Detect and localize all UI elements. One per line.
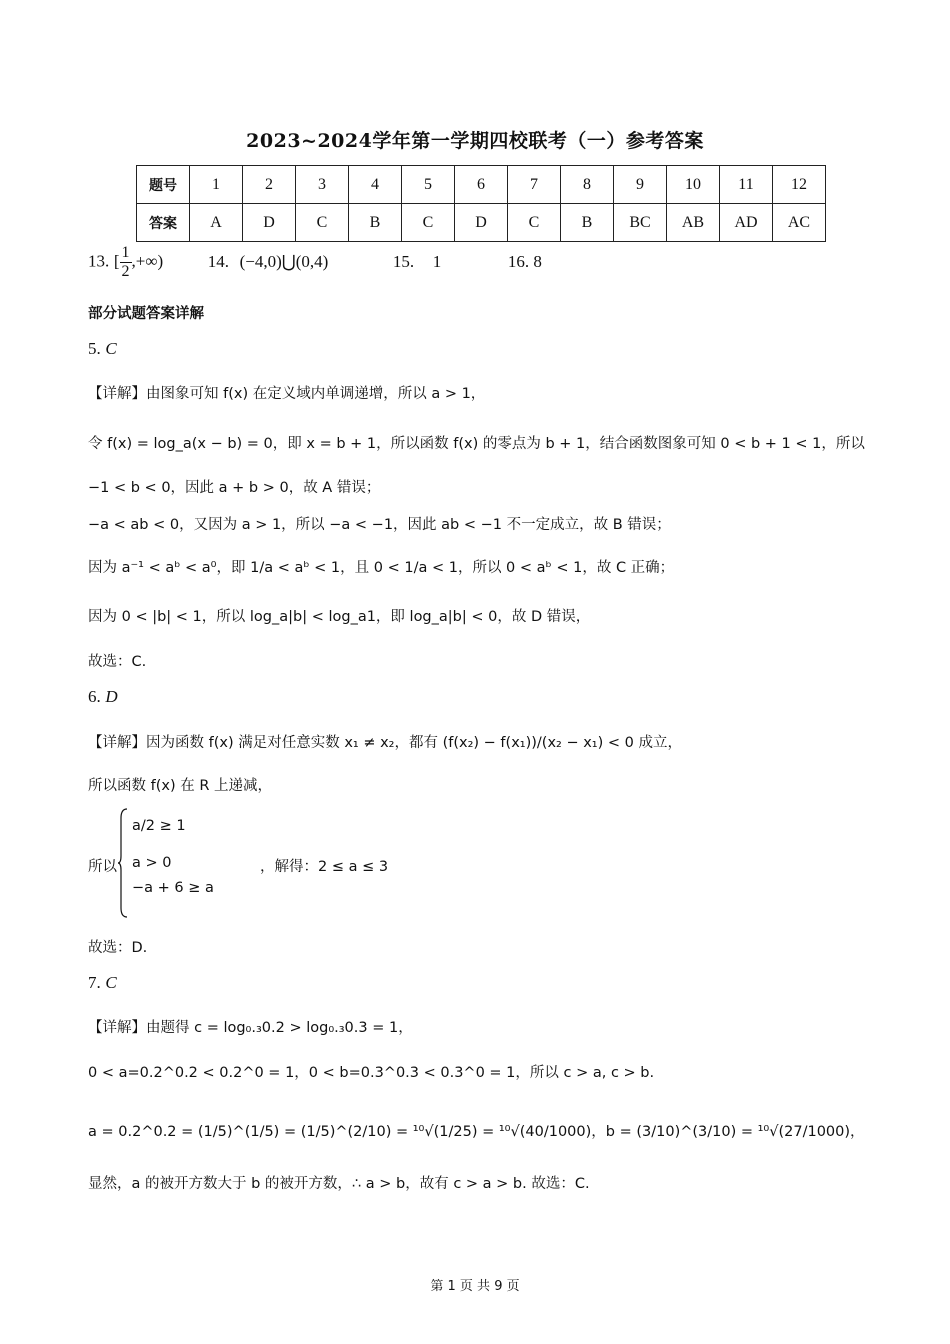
table-cell: 4 <box>349 166 402 204</box>
q6-system-eq-3: −a + 6 ≥ a <box>132 880 214 896</box>
answer-table-answer-row <box>137 204 826 242</box>
table-cell: 9 <box>614 166 667 204</box>
table-cell: 3 <box>296 166 349 204</box>
table-cell: 11 <box>720 166 773 204</box>
table-cell: D <box>243 204 296 242</box>
system-brace-icon <box>118 808 128 918</box>
q13-rest: ,+∞) <box>131 251 164 271</box>
table-cell: 8 <box>561 166 614 204</box>
table-cell: 12 <box>773 166 826 204</box>
q7-line-3: a = 0.2^0.2 = (1/5)^(1/5) = (1/5)^(2/10) = ¹⁰√(1/25) = ¹⁰√(40/1000)，b = (3/10)^(3/10) = ¹⁰√(27/1000)， <box>88 1124 865 1140</box>
q5-line-2: 令 f(x) = log_a(x − b) = 0，即 x = b + 1，所以函数 f(x) 的零点为 b + 1，结合函数图象可知 0 < b + 1 < 1，所以 <box>88 436 865 452</box>
table-cell: 6 <box>455 166 508 204</box>
table-cell: B <box>349 204 402 242</box>
q13-open: [ <box>113 251 120 271</box>
answer-table-number-row <box>137 166 826 204</box>
q5-line-7: 故选：C. <box>88 654 147 670</box>
table-cell: AC <box>773 204 826 242</box>
q6-answer: D <box>105 687 118 706</box>
q6-line-final: 故选：D. <box>88 940 148 956</box>
q7-line-1: 【详解】由题得 c = log₀.₃0.2 > log₀.₃0.3 = 1， <box>88 1020 413 1036</box>
q5-number: 5. <box>88 339 101 358</box>
q5-answer: C <box>105 339 117 358</box>
table-cell: 7 <box>508 166 561 204</box>
q6-line-1: 【详解】因为函数 f(x) 满足对任意实数 x₁ ≠ x₂，都有 (f(x₂) − f(x₁))/(x₂ − x₁) < 0 成立， <box>88 735 682 751</box>
q6-number: 6. <box>88 687 101 706</box>
answer-table <box>136 165 826 242</box>
table-cell: AB <box>667 204 720 242</box>
q6-solution: ，解得：2 ≤ a ≤ 3 <box>260 859 389 875</box>
table-cell: 5 <box>402 166 455 204</box>
q5-line-3: −1 < b < 0，因此 a + b > 0，故 A 错误； <box>88 480 381 496</box>
q6-system-eq-1: a/2 ≥ 1 <box>132 818 186 834</box>
page-footer: 第 1 页 共 9 页 <box>430 1279 520 1294</box>
q13-fraction <box>120 244 132 281</box>
q7-answer: C <box>105 973 117 992</box>
q5-line-6: 因为 0 < |b| < 1，所以 log_a|b| < log_a1，即 log_a|b| < 0，故 D 错误， <box>88 609 591 625</box>
q6-line-2: 所以函数 f(x) 在 R 上递减， <box>88 778 273 794</box>
q7-number: 7. <box>88 973 101 992</box>
table-cell: BC <box>614 204 667 242</box>
q6-system-eq-2: a > 0 <box>132 855 172 871</box>
document-title: 2023~2024学年第一学期四校联考（一）参考答案 <box>246 130 704 152</box>
q15-label: 15. <box>392 251 415 271</box>
q15-value: 1 <box>432 251 442 271</box>
table-header-answer: 答案 <box>137 204 190 242</box>
q13-denominator: 2 <box>121 263 130 280</box>
table-cell: 2 <box>243 166 296 204</box>
q13-numerator: 1 <box>121 244 130 261</box>
table-cell: 1 <box>190 166 243 204</box>
q14-label: 14. <box>207 251 230 271</box>
section-heading: 部分试题答案详解 <box>88 306 204 322</box>
table-header-question-number: 题号 <box>137 166 190 204</box>
table-cell: C <box>508 204 561 242</box>
q16-answer: 16. 8 <box>507 251 542 271</box>
table-cell: C <box>402 204 455 242</box>
table-cell: A <box>190 204 243 242</box>
q5-heading <box>88 339 117 359</box>
q6-heading <box>88 687 118 707</box>
q5-line-4: −a < ab < 0，又因为 a > 1，所以 −a < −1，因此 ab < −1 不一定成立，故 B 错误； <box>88 517 671 533</box>
q5-line-1: 【详解】由图象可知 f(x) 在定义域内单调递增，所以 a > 1， <box>88 386 486 402</box>
table-cell: B <box>561 204 614 242</box>
fill-in-answers <box>88 244 542 281</box>
q13-label: 13. <box>88 251 110 271</box>
table-cell: C <box>296 204 349 242</box>
table-cell: 10 <box>667 166 720 204</box>
q5-line-5: 因为 a⁻¹ < aᵇ < a⁰，即 1/a < aᵇ < 1，且 0 < 1/a < 1，所以 0 < aᵇ < 1，故 C 正确； <box>88 560 675 576</box>
q6-line-3: 所以 <box>88 859 117 875</box>
table-cell: AD <box>720 204 773 242</box>
q14-value: (−4,0)⋃(0,4) <box>239 251 329 271</box>
q7-line-2: 0 < a=0.2^0.2 < 0.2^0 = 1，0 < b=0.3^0.3 < 0.3^0 = 1，所以 c > a, c > b. <box>88 1065 655 1081</box>
table-cell: D <box>455 204 508 242</box>
q7-heading <box>88 973 117 993</box>
q7-line-4: 显然，a 的被开方数大于 b 的被开方数，∴ a > b，故有 c > a > b. 故选：C. <box>88 1176 590 1192</box>
